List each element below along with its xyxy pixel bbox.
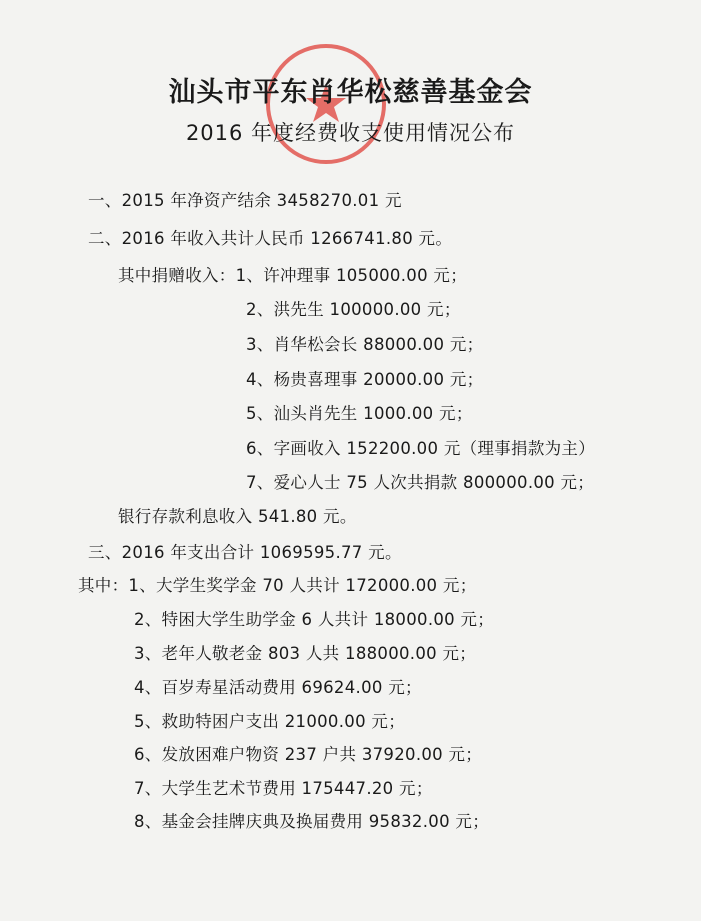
expense-item-2: 2、特困大学生助学金 6 人共计 18000.00 元；: [134, 610, 495, 629]
income-item-4: 4、杨贵喜理事 20000.00 元；: [246, 370, 484, 389]
expense-item-7: 7、大学生艺术节费用 175447.20 元；: [134, 779, 433, 798]
document-title: 汕头市平东肖华松慈善基金会: [168, 77, 533, 108]
expense-item-5: 5、救助特困户支出 21000.00 元；: [134, 712, 406, 731]
income-item-7: 7、爱心人士 75 人次共捐款 800000.00 元；: [246, 473, 595, 492]
section-3-expense-total: 三、2016 年支出合计 1069595.77 元。: [88, 543, 402, 562]
expense-item-4: 4、百岁寿星活动费用 69624.00 元；: [134, 678, 422, 697]
section-2-income-total: 二、2016 年收入共计人民币 1266741.80 元。: [88, 229, 453, 248]
income-item-1: 其中捐赠收入：1、许冲理事 105000.00 元；: [118, 266, 468, 285]
bank-interest-income: 银行存款利息收入 541.80 元。: [118, 507, 357, 526]
expense-item-1: 其中：1、大学生奖学金 70 人共计 172000.00 元；: [78, 576, 477, 595]
income-item-5: 5、汕头肖先生 1000.00 元；: [246, 404, 473, 423]
income-item-3: 3、肖华松会长 88000.00 元；: [246, 335, 484, 354]
section-1-net-assets: 一、2015 年净资产结余 3458270.01 元: [88, 191, 402, 210]
expense-item-8: 8、基金会挂牌庆典及换届费用 95832.00 元；: [134, 812, 490, 831]
expense-item-3: 3、老年人敬老金 803 人共 188000.00 元；: [134, 644, 477, 663]
document-subtitle: 2016 年度经费收支使用情况公布: [185, 121, 516, 145]
income-item-2: 2、洪先生 100000.00 元；: [246, 300, 461, 319]
expense-item-6: 6、发放困难户物资 237 户共 37920.00 元；: [134, 745, 483, 764]
income-item-6: 6、字画收入 152200.00 元（理事捐款为主）: [246, 439, 596, 458]
